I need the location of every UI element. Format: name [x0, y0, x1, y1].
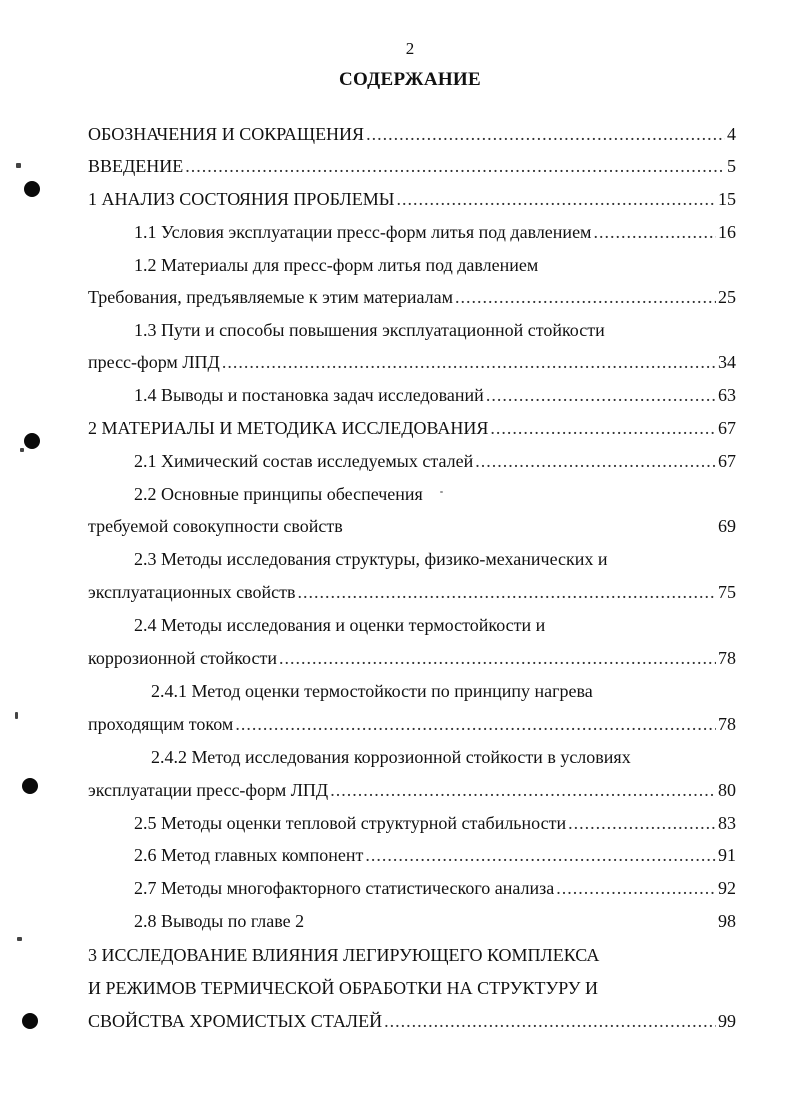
- toc-label: 2.4.2 Метод исследования коррозионной стойкости в условиях: [151, 747, 631, 767]
- toc-label: 1.4 Выводы и постановка задач исследований: [134, 385, 484, 405]
- toc-label: И РЕЖИМОВ ТЕРМИЧЕСКОЙ ОБРАБОТКИ НА СТРУКТУРУ И: [88, 978, 599, 998]
- toc-page: 78: [718, 648, 736, 668]
- scan-speck: [17, 937, 22, 941]
- toc-entry: [134, 876, 736, 900]
- toc-leader: [455, 285, 716, 309]
- toc-label: 2.4.1 Метод оценки термостойкости по принципу нагрева: [151, 681, 593, 701]
- page-title: СОДЕРЖАНИЕ: [339, 69, 481, 90]
- toc-label: коррозионной стойкости: [88, 648, 277, 668]
- toc-entry: [88, 778, 736, 802]
- toc-page: 15: [718, 189, 736, 209]
- binder-hole-mark: [22, 1013, 38, 1029]
- toc-leader: [396, 187, 716, 211]
- toc-label: ВВЕДЕНИЕ: [88, 156, 184, 176]
- toc-leader: [366, 122, 725, 146]
- toc-leader: [384, 1009, 716, 1033]
- toc-page: 25: [718, 287, 736, 307]
- toc-page: 78: [718, 714, 736, 734]
- toc-page: 67: [718, 451, 736, 471]
- toc-label: 3 ИССЛЕДОВАНИЕ ВЛИЯНИЯ ЛЕГИРУЮЩЕГО КОМПЛЕКСА: [88, 945, 600, 965]
- toc-entry: [151, 679, 736, 703]
- toc-entry: [88, 187, 736, 211]
- toc-entry: [134, 843, 736, 867]
- toc-entry: [88, 154, 736, 178]
- toc-label: 1.2 Материалы для пресс-форм литья под давлением: [134, 255, 539, 275]
- toc-entry: [134, 909, 736, 933]
- toc-leader: [235, 712, 716, 736]
- toc-label: ОБОЗНАЧЕНИЯ И СОКРАЩЕНИЯ: [88, 124, 365, 144]
- toc-entry: [88, 285, 736, 309]
- toc-label: 2.7 Методы многофакторного статистического анализа: [134, 878, 555, 898]
- toc-label: эксплуатации пресс-форм ЛПД: [88, 780, 329, 800]
- toc-entry: [88, 712, 736, 736]
- toc-label: 2.3 Методы исследования структуры, физико-механических и: [134, 549, 608, 569]
- toc-entry: [88, 943, 736, 967]
- toc-leader: [490, 416, 716, 440]
- toc-entry: [88, 646, 736, 670]
- toc-page: 4: [727, 124, 736, 144]
- toc-entry: [134, 220, 736, 244]
- toc-entry: [88, 122, 736, 146]
- toc-label: 1 АНАЛИЗ СОСТОЯНИЯ ПРОБЛЕМЫ: [88, 189, 395, 209]
- toc-page: 16: [718, 222, 736, 242]
- binder-hole-mark: [24, 181, 40, 197]
- toc-label: 2.1 Химический состав исследуемых сталей: [134, 451, 474, 471]
- toc-leader: [365, 843, 716, 867]
- toc-label: проходящим током: [88, 714, 234, 734]
- toc-leader: [279, 646, 716, 670]
- scan-speck: [20, 448, 24, 452]
- binder-hole-mark: [24, 433, 40, 449]
- toc-page: 99: [718, 1011, 736, 1031]
- toc-label: 2.6 Метод главных компонент: [134, 845, 364, 865]
- toc-label: 2.4 Методы исследования и оценки термостойкости и: [134, 615, 546, 635]
- toc-entry: [88, 514, 736, 538]
- scan-speck: [440, 491, 443, 493]
- toc-page: 5: [727, 156, 736, 176]
- toc-page: 75: [718, 582, 736, 602]
- toc-entry: [88, 1009, 736, 1033]
- toc-label: пресс-форм ЛПД: [88, 352, 220, 372]
- toc-page: 83: [718, 813, 736, 833]
- toc-entry: [134, 613, 736, 637]
- toc-entry: [134, 449, 736, 473]
- toc-entry: [134, 383, 736, 407]
- toc-leader: [556, 876, 716, 900]
- toc-label: требуемой совокупности свойств: [88, 516, 343, 536]
- scan-speck: [15, 712, 18, 719]
- toc-page: 92: [718, 878, 736, 898]
- toc-label: 2.8 Выводы по главе 2: [134, 911, 305, 931]
- toc-label: 2 МАТЕРИАЛЫ И МЕТОДИКА ИССЛЕДОВАНИЯ: [88, 418, 489, 438]
- toc-entry: [134, 318, 736, 342]
- toc-leader: [330, 778, 716, 802]
- scan-speck: [16, 163, 21, 168]
- toc-entry: [88, 580, 736, 604]
- toc-label: 2.5 Методы оценки тепловой структурной стабильности: [134, 813, 567, 833]
- toc-entry: [88, 976, 736, 1000]
- toc-entry: [151, 745, 736, 769]
- toc-leader: [593, 220, 716, 244]
- toc-label: эксплуатационных свойств: [88, 582, 296, 602]
- toc-entry: [88, 350, 736, 374]
- binder-hole-mark: [22, 778, 38, 794]
- toc-page: 63: [718, 385, 736, 405]
- toc-leader: [297, 580, 716, 604]
- toc-page: 67: [718, 418, 736, 438]
- toc-label: 2.2 Основные принципы обеспечения: [134, 484, 423, 504]
- toc-page: 80: [718, 780, 736, 800]
- toc-label: Требования, предъявляемые к этим материалам: [88, 287, 454, 307]
- toc-label: 1.1 Условия эксплуатации пресс-форм литья под давлением: [134, 222, 592, 242]
- toc-entry: [134, 547, 736, 571]
- toc-leader: [185, 154, 725, 178]
- toc-leader: [475, 449, 716, 473]
- toc-entry: [134, 482, 736, 506]
- toc-entry: [134, 811, 736, 835]
- toc-page: 69: [718, 516, 736, 536]
- toc-page: 34: [718, 352, 736, 372]
- toc-leader: [568, 811, 716, 835]
- toc-leader: [222, 350, 716, 374]
- toc-entry: [88, 416, 736, 440]
- toc-entry: [134, 253, 736, 277]
- toc-label: СВОЙСТВА ХРОМИСТЫХ СТАЛЕЙ: [88, 1011, 383, 1031]
- toc-page: 91: [718, 845, 736, 865]
- toc-label: 1.3 Пути и способы повышения эксплуатационной стойкости: [134, 320, 605, 340]
- toc-leader: [486, 383, 716, 407]
- page-number: 2: [405, 39, 415, 58]
- toc-page: 98: [718, 911, 736, 931]
